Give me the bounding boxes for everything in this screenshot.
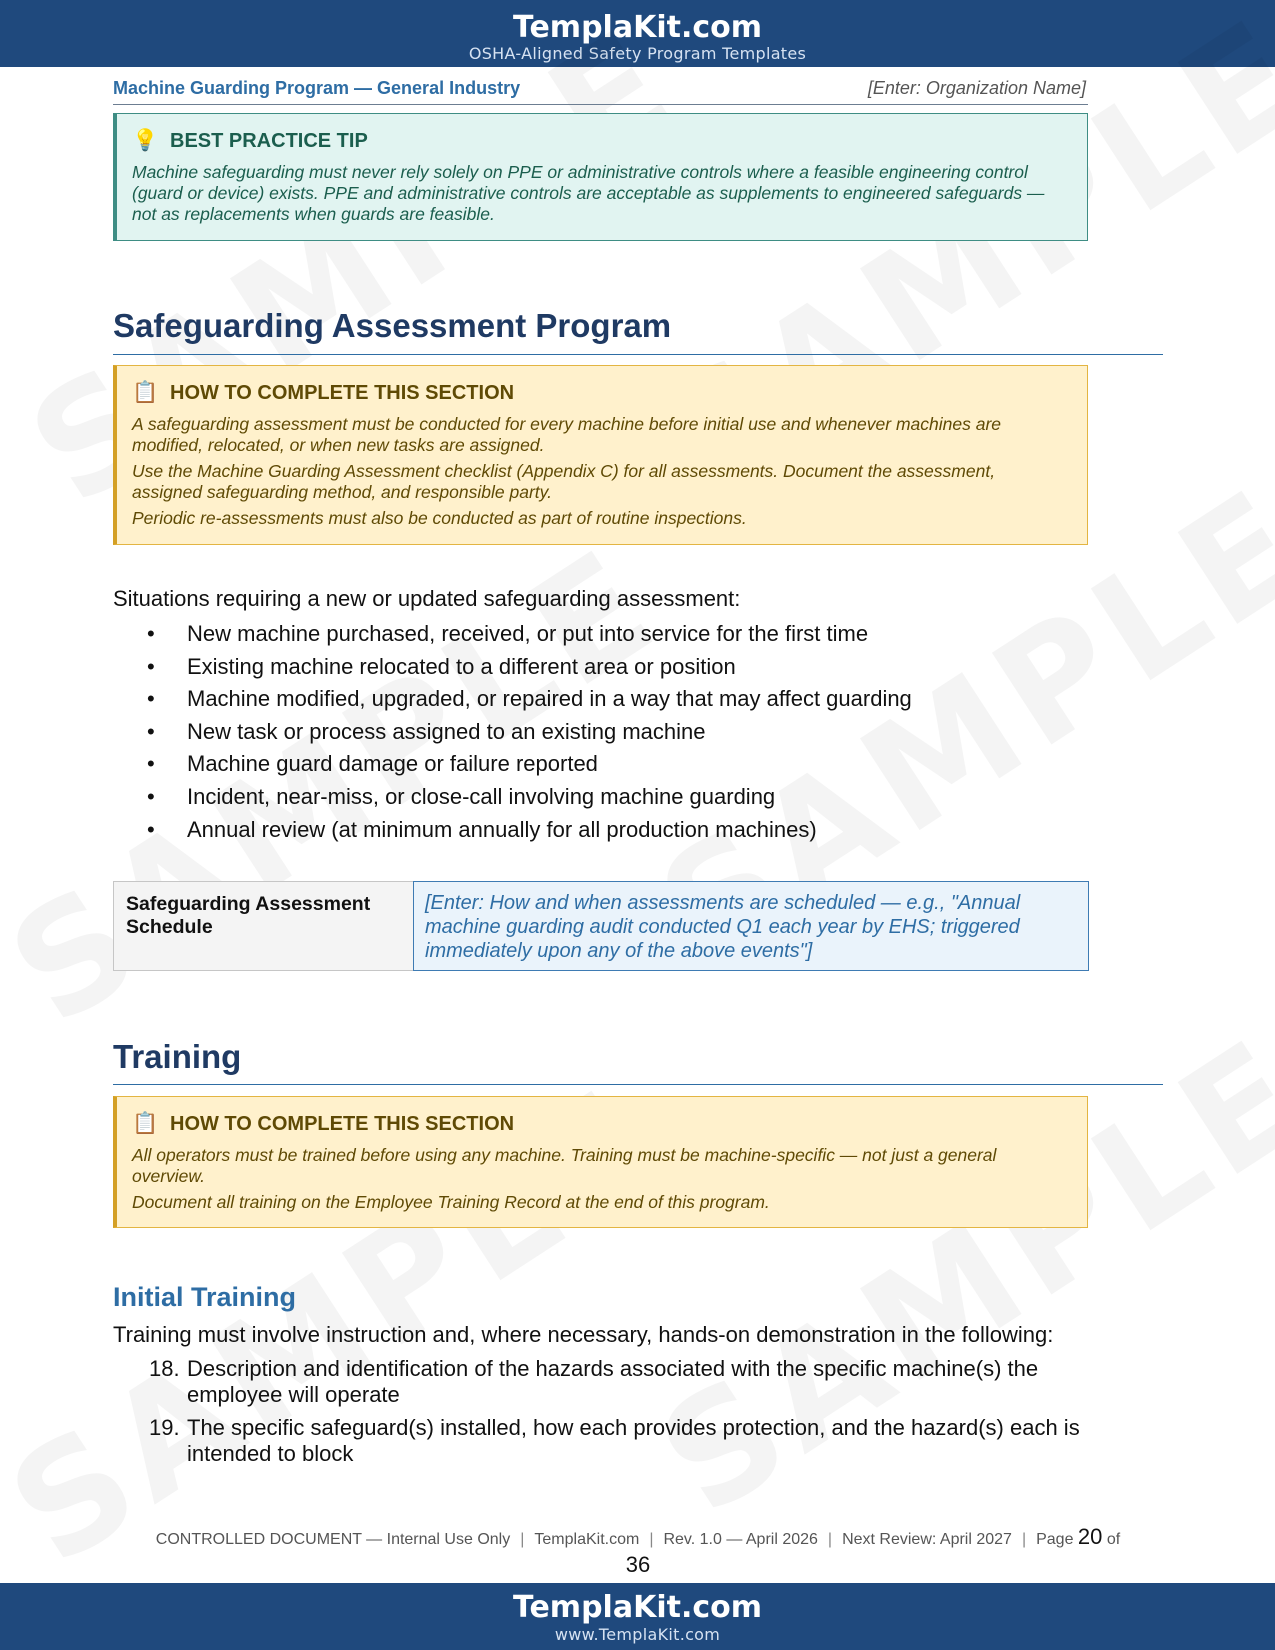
lightbulb-icon: 💡	[132, 129, 159, 152]
howto-title: HOW TO COMPLETE THIS SECTION	[170, 382, 515, 404]
bullet-icon: •	[147, 783, 155, 809]
howto-body	[132, 1145, 1069, 1218]
howto-callout-assessment	[113, 365, 1088, 545]
section-heading-safeguarding	[113, 303, 1163, 355]
list-item-text: New task or process assigned to an existing machine	[187, 718, 706, 744]
bullet-icon: •	[147, 816, 155, 842]
assessment-schedule-label: Safeguarding Assessment Schedule	[113, 881, 414, 971]
howto-line: Periodic re-assessments must also be conducted as part of routine inspections.	[132, 508, 747, 528]
howto-title: HOW TO COMPLETE THIS SECTION	[170, 1113, 515, 1135]
running-header	[113, 77, 1088, 105]
banner-tagline: OSHA-Aligned Safety Program Templates	[468, 44, 807, 63]
tip-body	[132, 162, 1069, 230]
howto-line: Use the Machine Guarding Assessment checklist (Appendix C) for all assessments. Document the assessment, assigned safeguarding method, and responsible party.	[132, 461, 996, 502]
list-item	[113, 814, 1113, 847]
list-item-text: New machine purchased, received, or put into service for the first time	[187, 621, 869, 646]
assessment-intro: Situations requiring a new or updated safeguarding assessment:	[113, 586, 741, 611]
tip-text: Machine safeguarding must never rely solely on PPE or administrative controls where a feasible engineering control (guard or device) exists. PPE and administrative controls are acceptable as supplements to engineered safeguards — not as replacements when guards are feasible.	[132, 162, 1045, 224]
footer-revision: Rev. 1.0 — April 2026	[663, 1531, 818, 1548]
banner-brand: TemplaKit.com	[512, 10, 762, 45]
list-item	[113, 618, 1113, 651]
bottom-banner-url[interactable]: www.TemplaKit.com	[554, 1625, 721, 1644]
list-item-text: Annual review (at minimum annually for all production machines)	[187, 816, 817, 842]
footer-separator: |	[827, 1531, 833, 1548]
assessment-schedule-field[interactable]: [Enter: How and when assessments are scheduled — e.g., "Annual machine guarding audit conducted Q1 each year by EHS; triggered immediately upon any of the above events"]	[413, 881, 1089, 971]
footer-page-total: 36	[625, 1552, 651, 1577]
howto-line: A safeguarding assessment must be conducted for every machine before initial use and whenever machines are modified, relocated, or when new tasks are assigned.	[132, 414, 1002, 455]
footer-separator: |	[1021, 1531, 1027, 1548]
footer-separator: |	[649, 1531, 654, 1548]
list-item	[113, 1356, 1133, 1408]
howto-line: Document all training on the Employee Training Record at the end of this program.	[132, 1192, 770, 1212]
section-title: Safeguarding Assessment Program	[113, 307, 672, 344]
section-heading-training	[113, 1033, 1163, 1085]
list-item-text: Incident, near-miss, or close-call involving machine guarding	[187, 783, 776, 809]
bullet-icon: •	[147, 621, 155, 646]
bullet-icon: •	[147, 653, 155, 679]
footer-page-label: Page	[1036, 1531, 1074, 1548]
footer-page-number: 20	[1077, 1524, 1103, 1549]
list-item	[113, 781, 1113, 814]
list-item-text: The specific safeguard(s) installed, how each provides protection, and the hazard(s) each is intended to block	[187, 1415, 1080, 1466]
list-number: 19.	[149, 1415, 180, 1440]
tip-title: BEST PRACTICE TIP	[170, 130, 368, 152]
list-item-text: Existing machine relocated to a different area or position	[187, 653, 736, 679]
howto-line: All operators must be trained before using any machine. Training must be machine-specific — not just a general overview.	[132, 1145, 997, 1186]
list-item	[113, 683, 1113, 716]
list-number: 18.	[149, 1356, 180, 1381]
organization-name-field[interactable]: [Enter: Organization Name]	[867, 78, 1086, 98]
program-title: Machine Guarding Program — General Industry	[113, 78, 521, 98]
footer-next-review: Next Review: April 2027	[842, 1531, 1012, 1548]
footer-separator: |	[520, 1531, 525, 1548]
page-footer	[113, 1524, 1163, 1578]
subheading-initial-training: Initial Training	[113, 1282, 297, 1312]
assessment-triggers-list	[113, 618, 1113, 846]
assessment-schedule-row	[113, 881, 1089, 971]
training-topics-list	[113, 1356, 1133, 1474]
list-item	[113, 716, 1113, 749]
bullet-icon: •	[147, 718, 155, 744]
bullet-icon: •	[147, 686, 155, 712]
howto-body	[132, 414, 1069, 534]
training-intro: Training must involve instruction and, where necessary, hands-on demonstration in the following:	[113, 1322, 1054, 1347]
section-title: Training	[113, 1038, 242, 1075]
list-item	[113, 651, 1113, 684]
list-item-text: Machine guard damage or failure reported	[187, 751, 598, 777]
bottom-banner	[0, 1583, 1275, 1650]
clipboard-icon: 📋	[132, 381, 159, 404]
howto-callout-training	[113, 1096, 1088, 1228]
bottom-banner-brand: TemplaKit.com	[512, 1590, 762, 1625]
list-item	[113, 1415, 1133, 1467]
best-practice-tip	[113, 113, 1088, 241]
list-item-text: Machine modified, upgraded, or repaired in a way that may affect guarding	[187, 686, 912, 712]
footer-of-label: of	[1106, 1531, 1121, 1548]
footer-controlled: CONTROLLED DOCUMENT — Internal Use Only	[155, 1531, 511, 1548]
footer-line	[113, 1524, 1163, 1550]
bullet-icon: •	[147, 751, 155, 777]
list-item-text: Description and identification of the hazards associated with the specific machine(s) the employee will operate	[187, 1356, 1039, 1407]
footer-site: TemplaKit.com	[534, 1531, 640, 1548]
clipboard-icon: 📋	[132, 1112, 159, 1135]
list-item	[113, 748, 1113, 781]
